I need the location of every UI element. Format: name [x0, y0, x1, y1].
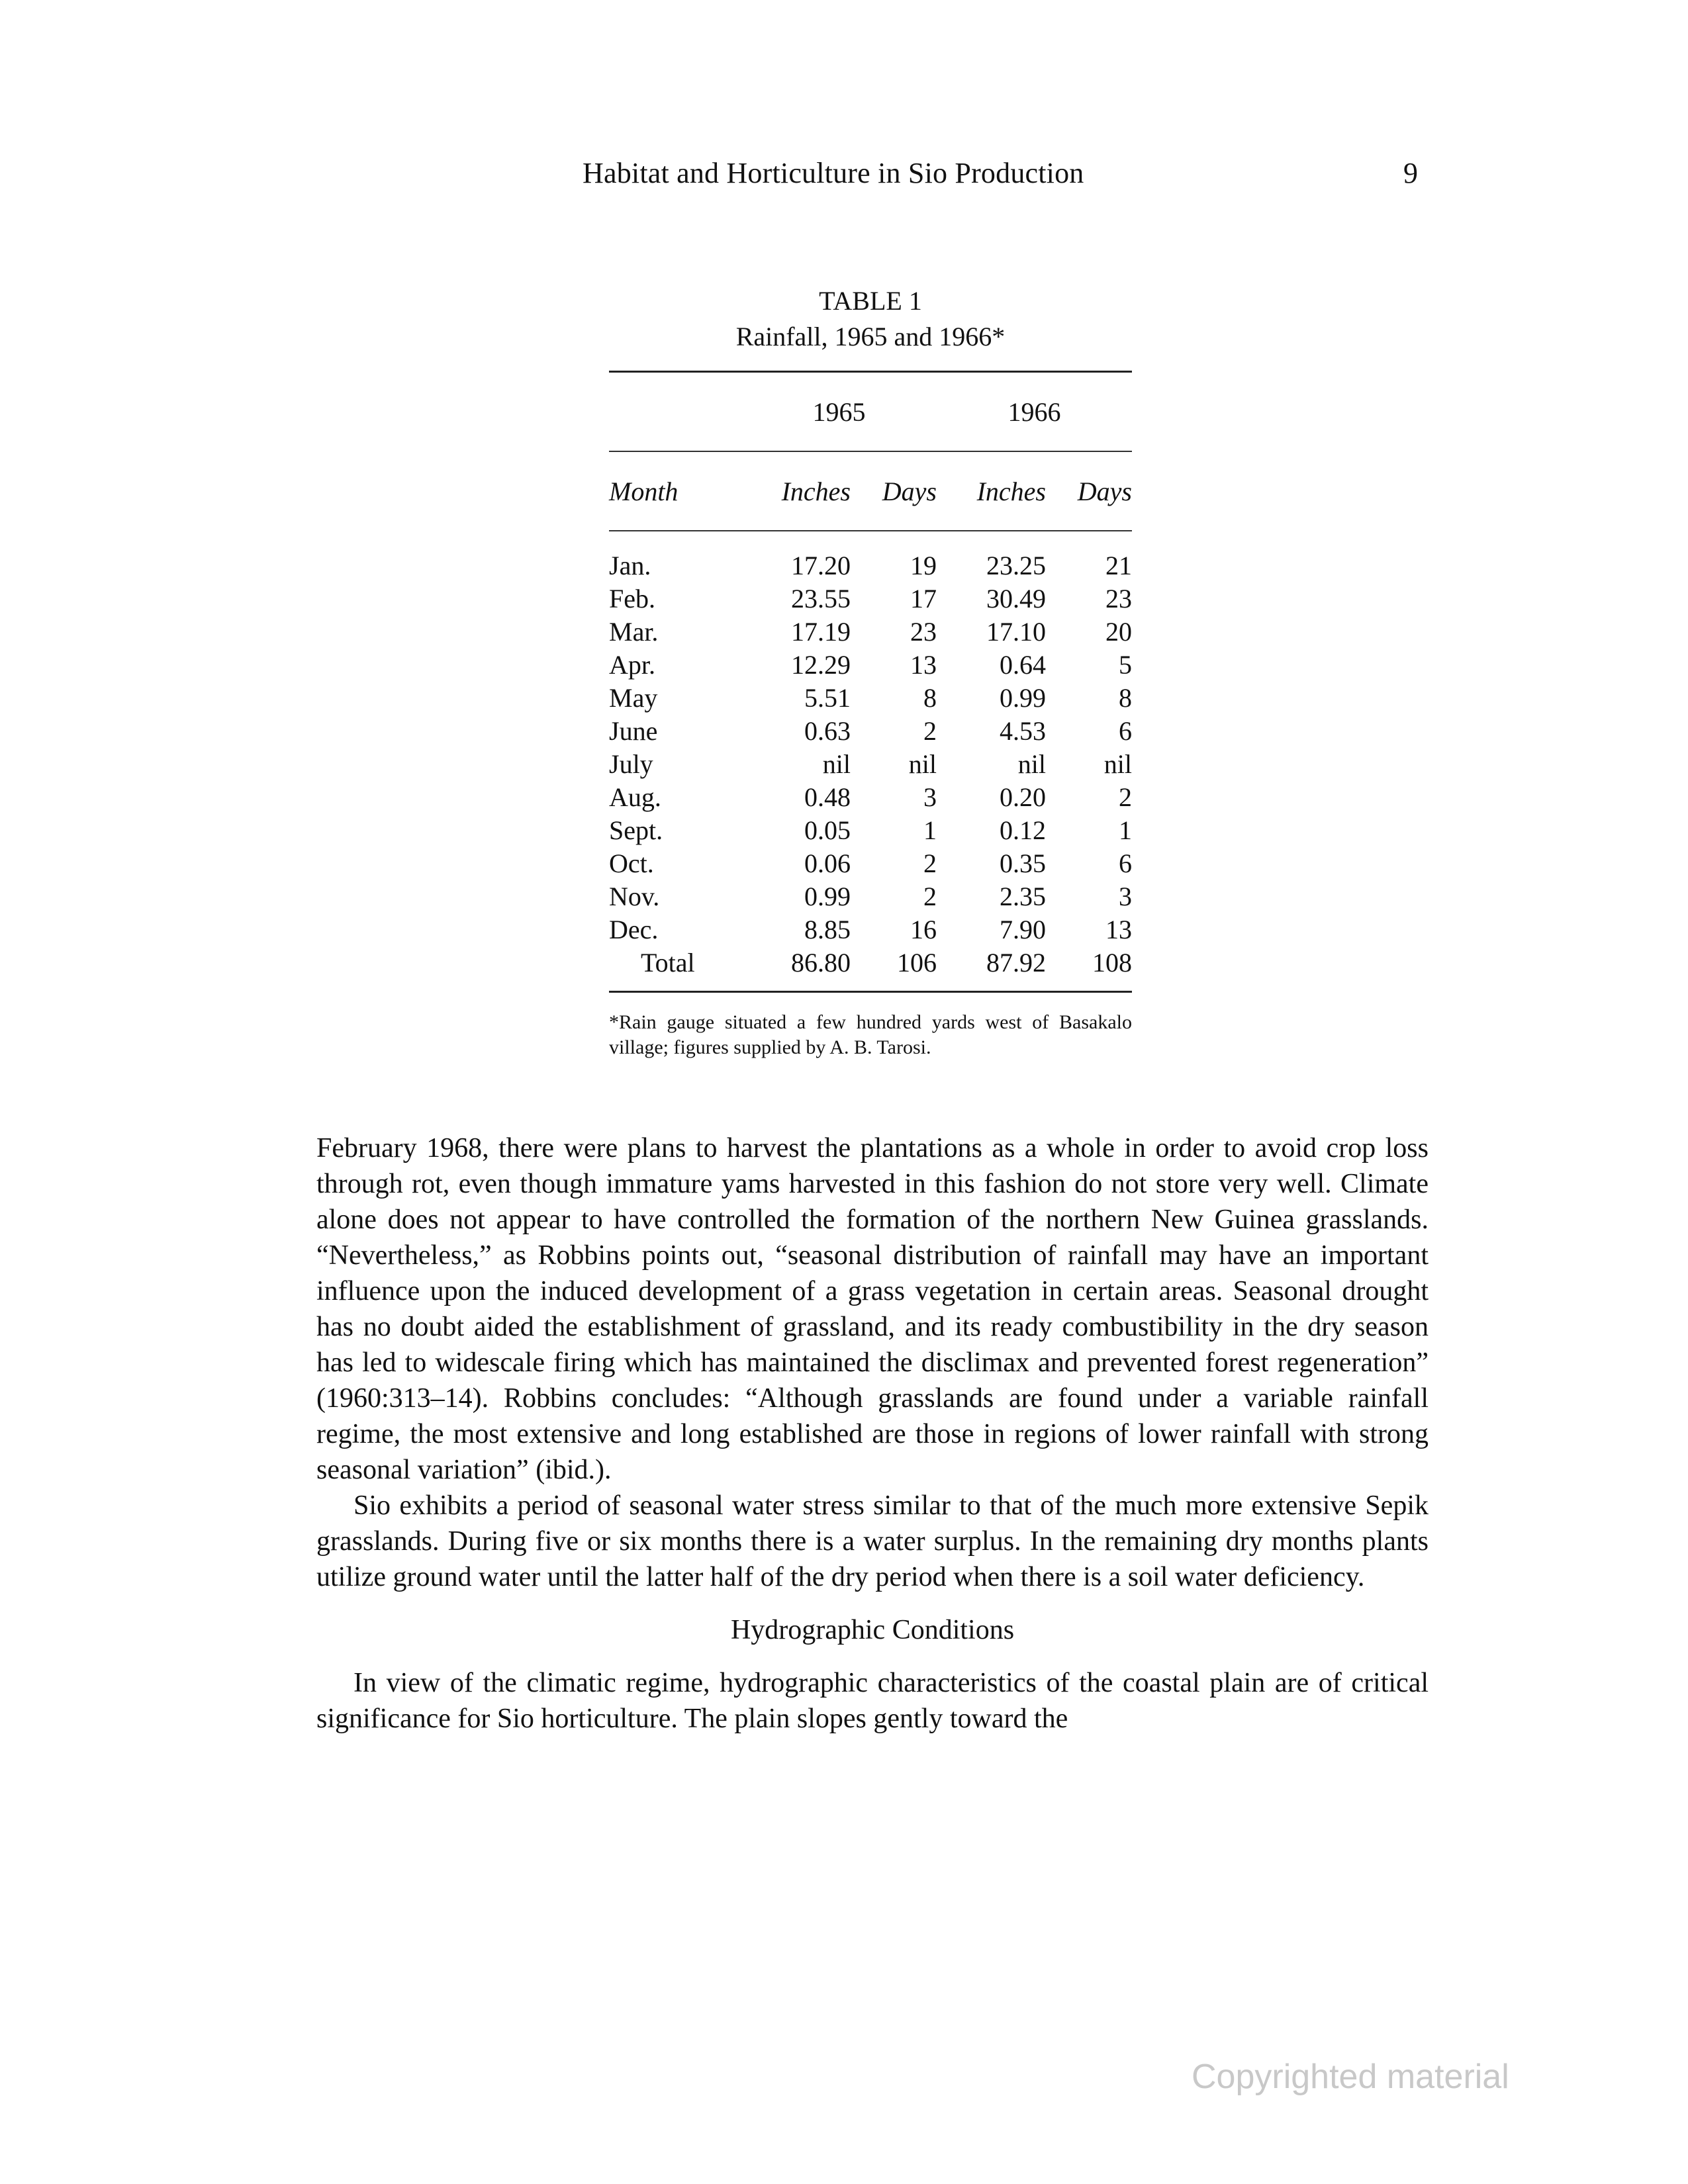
cell-days-1966: 5: [1119, 649, 1132, 680]
cell-days-1966: 6: [1119, 715, 1132, 746]
table-row: [609, 714, 1132, 747]
cell-inches-1965: nil: [822, 749, 851, 779]
cell-days-1965: 23: [910, 616, 937, 647]
cell-days-1966: 23: [1105, 583, 1132, 614]
cell-inches-1965: 5.51: [804, 682, 851, 713]
cell-days-1966: 3: [1119, 881, 1132, 911]
cell-inches-1965: 0.06: [804, 848, 851, 878]
table-footnote: *Rain gauge situated a few hundred yards west of Basakalo village; figures supplied by A. B. Tarosi.: [609, 1011, 1132, 1058]
cell-inches-1965: 0.05: [804, 815, 851, 845]
copyright-watermark: Copyrighted material: [1192, 2058, 1509, 2096]
table-row: [609, 846, 1132, 880]
page-number: 9: [1403, 157, 1418, 189]
running-head: Habitat and Horticulture in Sio Production: [583, 157, 1084, 189]
table-row: [609, 582, 1132, 615]
table-row: [609, 813, 1132, 846]
year-1966-header: 1966: [1008, 396, 1061, 427]
cell-days-1966: 6: [1119, 848, 1132, 878]
column-header-month: Month: [609, 476, 679, 506]
table-bottom-rule: [609, 991, 1132, 993]
cell-inches-1965: 23.55: [791, 583, 851, 614]
cell-days-1965: 3: [923, 782, 937, 812]
row-month: Nov.: [609, 881, 660, 911]
cell-inches-1965: 17.20: [791, 550, 851, 580]
paragraph-1: February 1968, there were plans to harvest the plantations as a whole in order to avoid crop loss through rot, even though immature yams harvested in this fashion do not store very well. Climate alone does not appear to have controlled the formation of the northern New Guinea grasslands. “Nevertheless,” as Robbins points out, “seasonal distribution of rainfall may have an important influence upon the induced development of a grass vegetation in certain areas. Seasonal drought has no doubt aided the establishment of grassland, and its ready combustibility in the dry season has led to widescale firing which has maintained the disclimax and prevented forest regeneration” (1960:313–14). Robbins concludes: “Although grasslands are found under a variable rainfall regime, the most extensive and long established are those in regions of lower rainfall with strong seasonal variation” (ibid.).: [316, 1133, 1429, 1485]
cell-days-1965: 8: [923, 682, 937, 713]
cell-days-1965: 16: [910, 914, 937, 944]
table-row: [609, 747, 1132, 780]
cell-days-1966: 8: [1119, 682, 1132, 713]
column-header-inches-1966: Inches: [976, 476, 1046, 506]
row-month: Feb.: [609, 583, 655, 614]
cell-inches-1966: 7.90: [1000, 914, 1046, 944]
cell-days-1966: nil: [1103, 749, 1132, 779]
cell-inches-1966: 0.12: [1000, 815, 1046, 845]
cell-inches-1965: 0.99: [804, 881, 851, 911]
row-month: Oct.: [609, 848, 654, 878]
cell-inches-1965: 12.29: [791, 649, 851, 680]
cell-inches-1966: 0.99: [1000, 682, 1046, 713]
section-heading: Hydrographic Conditions: [730, 1615, 1015, 1645]
table-row: [609, 549, 1132, 582]
body-text: [316, 1130, 1429, 1737]
table-body: [609, 531, 1132, 991]
cell-inches-1966: 2.35: [1000, 881, 1046, 911]
cell-inches-1966: 4.53: [1000, 715, 1046, 746]
total-days-1966: 108: [1092, 947, 1132, 978]
table-caption: Rainfall, 1965 and 1966*: [735, 322, 1006, 351]
row-month: June: [609, 715, 658, 746]
cell-inches-1966: 0.35: [1000, 848, 1046, 878]
row-month: Dec.: [609, 914, 659, 944]
rainfall-table: [609, 283, 1132, 1060]
paragraph-3: In view of the climatic regime, hydrographic characteristics of the coastal plain are of critical significance for Sio horticulture. The plain slopes gently toward the: [316, 1668, 1429, 1734]
cell-inches-1966: 0.20: [1000, 782, 1046, 812]
table-row: [609, 880, 1132, 913]
cell-days-1965: 2: [923, 881, 937, 911]
row-month: Jan.: [609, 550, 651, 580]
cell-days-1966: 2: [1119, 782, 1132, 812]
year-1965-header: 1965: [812, 396, 866, 427]
cell-inches-1966: nil: [1017, 749, 1046, 779]
table-row: [609, 648, 1132, 681]
total-inches-1965: 86.80: [791, 947, 851, 978]
column-header-days-1965: Days: [882, 476, 937, 506]
row-month: May: [609, 682, 658, 713]
cell-days-1965: 19: [910, 550, 937, 580]
total-inches-1966: 87.92: [986, 947, 1046, 978]
table-year-header: [609, 373, 1132, 451]
cell-days-1965: 1: [923, 815, 937, 845]
column-header-days-1966: Days: [1077, 476, 1132, 506]
table-row: [609, 681, 1132, 714]
cell-inches-1966: 0.64: [1000, 649, 1046, 680]
cell-inches-1966: 17.10: [986, 616, 1046, 647]
cell-inches-1965: 8.85: [804, 914, 851, 944]
row-month: Apr.: [609, 649, 655, 680]
cell-days-1966: 20: [1105, 616, 1132, 647]
total-days-1965: 106: [897, 947, 937, 978]
row-month: Mar.: [609, 616, 659, 647]
cell-inches-1965: 0.63: [804, 715, 851, 746]
row-month: July: [609, 749, 653, 779]
cell-days-1965: nil: [908, 749, 937, 779]
table-total-row: [609, 946, 1132, 979]
row-month: Aug.: [609, 782, 661, 812]
cell-days-1966: 13: [1105, 914, 1132, 944]
cell-days-1965: 13: [910, 649, 937, 680]
cell-days-1966: 1: [1119, 815, 1132, 845]
cell-inches-1965: 0.48: [804, 782, 851, 812]
table-row: [609, 913, 1132, 946]
cell-inches-1966: 30.49: [986, 583, 1046, 614]
row-month: Sept.: [609, 815, 663, 845]
cell-days-1965: 2: [923, 715, 937, 746]
cell-days-1965: 17: [910, 583, 937, 614]
table-row: [609, 780, 1132, 813]
table-row: [609, 615, 1132, 648]
cell-inches-1965: 17.19: [791, 616, 851, 647]
table-label: TABLE 1: [819, 286, 922, 316]
cell-days-1966: 21: [1105, 550, 1132, 580]
paragraph-2: Sio exhibits a period of seasonal water stress similar to that of the much more extensive Sepik grasslands. During five or six months there is a water surplus. In the remaining dry months plants utilize ground water until the latter half of the dry period when there is a soil water deficiency.: [316, 1490, 1429, 1592]
column-header-inches-1965: Inches: [781, 476, 851, 506]
total-label: Total: [641, 947, 695, 978]
table-column-header: [609, 452, 1132, 530]
cell-inches-1966: 23.25: [986, 550, 1046, 580]
cell-days-1965: 2: [923, 848, 937, 878]
